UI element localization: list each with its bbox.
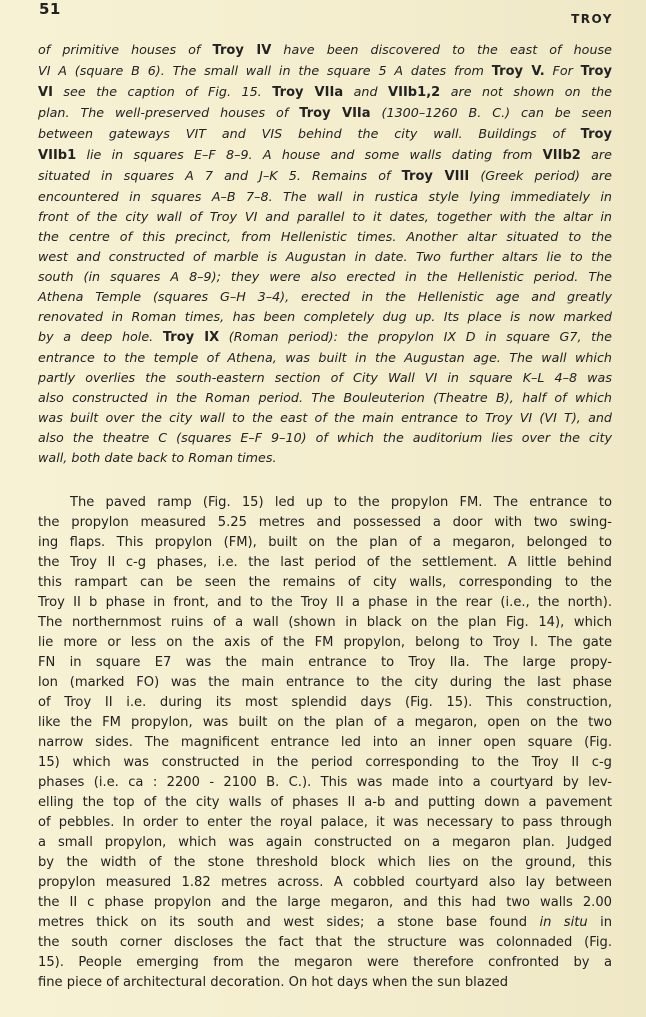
text-run: (Roman period): the propylon IX D in square G7, the xyxy=(219,329,612,344)
text-line xyxy=(38,103,612,124)
text-run: the propylon measured 5.25 metres and possessed a door with two swing- xyxy=(38,515,612,530)
text-line xyxy=(38,613,612,633)
text-line xyxy=(38,933,612,953)
text-run: Athena Temple (squares G–H 3–4), erected in the Hellenistic age and greatly xyxy=(38,289,612,304)
text-run: south (in squares A 8–9); they were also erected in the Hellenistic period. The xyxy=(38,269,612,284)
text-line xyxy=(38,733,612,753)
text-line xyxy=(38,124,612,145)
bold-term: Troy xyxy=(580,127,612,142)
text-line xyxy=(38,307,612,327)
text-run: the south corner discloses the fact that the structure was colonnaded (Fig. xyxy=(38,935,612,950)
text-line xyxy=(38,388,612,408)
text-line xyxy=(38,673,612,693)
text-line xyxy=(38,227,612,247)
text-line xyxy=(38,573,612,593)
text-run: wall, both date back to Roman times. xyxy=(38,450,277,465)
text-line xyxy=(38,267,612,287)
text-run: The northernmost ruins of a wall (shown in black on the plan Fig. 14), which xyxy=(38,615,612,630)
text-line xyxy=(38,973,612,993)
text-line xyxy=(38,853,612,873)
text-run: and xyxy=(343,84,389,99)
text-run: For xyxy=(544,63,581,78)
text-run: phases (i.e. ca : 2200 - 2100 B. C.). This was made into a courtyard by lev- xyxy=(38,775,612,790)
text-line xyxy=(38,773,612,793)
text-run: plan. The well-preserved houses of xyxy=(38,105,300,120)
text-run: the II c phase propylon and the large megaron, and this had two walls 2.00 xyxy=(38,895,612,910)
text-run: a small propylon, which was again constructed on a megaron plan. Judged xyxy=(38,835,612,850)
bold-term: VI xyxy=(38,85,53,100)
text-run: of pebbles. In order to enter the royal palace, it was necessary to pass through xyxy=(38,815,612,830)
bold-term: Troy VIIa xyxy=(299,106,371,121)
text-run: fine piece of architectural decoration. On hot days when the sun blazed xyxy=(38,975,509,990)
text-run: situated in squares A 7 and J–K 5. Remains of xyxy=(38,168,402,183)
text-run: also constructed in the Roman period. The Bouleuterion (Theatre B), half of which xyxy=(38,390,612,405)
text-line xyxy=(38,813,612,833)
text-run: renovated in Roman times, has been completely dug up. Its place is now marked xyxy=(38,309,612,324)
text-run: west and constructed of marble is Augustan in date. Two further altars lie to the xyxy=(38,249,612,264)
text-run: (1300–1260 B. C.) can be seen xyxy=(370,105,612,120)
bold-term: Troy xyxy=(580,64,613,79)
text-run: also the theatre C (squares E–F 9–10) of which the auditorium lies over the city xyxy=(38,430,612,445)
text-line xyxy=(38,633,612,653)
text-line xyxy=(38,61,612,82)
bold-term: VIIb1 xyxy=(38,148,77,163)
text-line xyxy=(38,833,612,853)
text-run: 15). People emerging from the megaron were therefore confronted by a xyxy=(38,955,612,970)
text-run: ing flaps. This propylon (FM), built on the plan of a megaron, belonged to xyxy=(38,535,612,550)
text-run: entrance to the temple of Athena, was built in the Augustan age. The wall which xyxy=(38,350,612,365)
text-run: are not shown on the xyxy=(440,84,612,99)
text-run: narrow sides. The magnificent entrance led into an inner open square (Fig. xyxy=(38,735,612,750)
text-line xyxy=(38,953,612,973)
text-run: this rampart can be seen the remains of city walls, corresponding to the xyxy=(38,575,612,590)
text-run: encountered in squares A–B 7–8. The wall in rustica style lying immediately in xyxy=(38,189,612,204)
text-line xyxy=(38,693,612,713)
text-line xyxy=(38,166,612,187)
text-line xyxy=(38,553,612,573)
text-run: the Troy II c-g phases, i.e. the last period of the settlement. A little behind xyxy=(38,555,612,570)
bold-term: VIIb2 xyxy=(542,148,581,163)
text-run: (Greek period) are xyxy=(469,168,612,183)
text-line xyxy=(38,287,612,307)
text-run: 15) which was constructed in the period corresponding to the Troy II c-g xyxy=(38,755,612,770)
bold-term: Troy IX xyxy=(162,330,220,345)
text-line xyxy=(38,408,612,428)
text-run: of Troy II i.e. during its most splendid days (Fig. 15). This construction, xyxy=(38,695,612,710)
text-line xyxy=(38,493,612,513)
text-line xyxy=(38,428,612,448)
text-run: VI A (square B 6). The small wall in the square 5 A dates from xyxy=(38,63,492,78)
text-line xyxy=(38,187,612,207)
text-line xyxy=(38,713,612,733)
text-run: in xyxy=(587,915,612,930)
text-line xyxy=(38,593,612,613)
text-line xyxy=(38,368,612,388)
text-run: lon (marked FO) was the main entrance to the city during the last phase xyxy=(38,675,612,690)
text-run: Troy II b phase in front, and to the Troy II a phase in the rear (i.e., the north). xyxy=(38,595,612,610)
text-line xyxy=(38,913,612,933)
bold-term: Troy VIIa xyxy=(272,85,344,100)
text-run: was built over the city wall to the east of the main entrance to Troy VI (VI T), and xyxy=(38,410,612,425)
text-run: have been discovered to the east of house xyxy=(271,42,612,57)
text-run: see the caption of Fig. 15. xyxy=(52,84,273,99)
text-line xyxy=(38,247,612,267)
text-run: lie more or less on the axis of the FM propylon, belong to Troy I. The gate xyxy=(38,635,612,650)
text-run: by the width of the stone threshold block which lies on the ground, this xyxy=(38,855,612,870)
text-run: metres thick on its south and west sides; a stone base found xyxy=(38,915,540,930)
running-head: TROY xyxy=(571,12,613,26)
text-run: propylon measured 1.82 metres across. A cobbled courtyard also lay between xyxy=(38,875,612,890)
text-run: of primitive houses of xyxy=(38,42,213,57)
text-run: FN in square E7 was the main entrance to Troy IIa. The large propy- xyxy=(38,655,612,670)
page-number: 51 xyxy=(39,0,61,18)
bold-term: VIIb1,2 xyxy=(388,85,441,100)
italic-term: in situ xyxy=(539,915,588,930)
text-run: are xyxy=(580,147,612,162)
text-line xyxy=(38,793,612,813)
text-line xyxy=(38,448,612,468)
text-line xyxy=(38,145,612,166)
text-line xyxy=(38,513,612,533)
text-run: by a deep hole. xyxy=(38,329,163,344)
text-line xyxy=(38,753,612,773)
text-run: between gateways VIT and VIS behind the city wall. Buildings of xyxy=(38,126,581,141)
main-text-paragraph xyxy=(38,493,612,993)
bold-term: Troy IV xyxy=(212,43,272,58)
text-run: lie in squares E–F 8–9. A house and some walls dating from xyxy=(76,147,543,162)
text-line xyxy=(38,533,612,553)
bold-term: Troy V. xyxy=(491,64,545,79)
text-line xyxy=(38,40,612,61)
text-line xyxy=(38,327,612,348)
text-run: front of the city wall of Troy VI and parallel to it dates, together with the altar in xyxy=(38,209,612,224)
text-line xyxy=(38,653,612,673)
text-run: the centre of this precinct, from Hellenistic times. Another altar situated to the xyxy=(38,229,612,244)
text-line xyxy=(38,348,612,368)
text-run: like the FM propylon, was built on the plan of a megaron, open on the two xyxy=(38,715,612,730)
bold-term: Troy VIII xyxy=(401,169,470,184)
text-line xyxy=(38,82,612,103)
text-line xyxy=(38,207,612,227)
text-run: partly overlies the south-eastern section of City Wall VI in square K–L 4–8 was xyxy=(38,370,612,385)
text-line xyxy=(38,893,612,913)
text-run: elling the top of the city walls of phases II a-b and putting down a pavement xyxy=(38,795,612,810)
text-run: The paved ramp (Fig. 15) led up to the propylon FM. The entrance to xyxy=(70,495,612,510)
plan-caption-paragraph xyxy=(38,40,612,468)
text-line xyxy=(38,873,612,893)
